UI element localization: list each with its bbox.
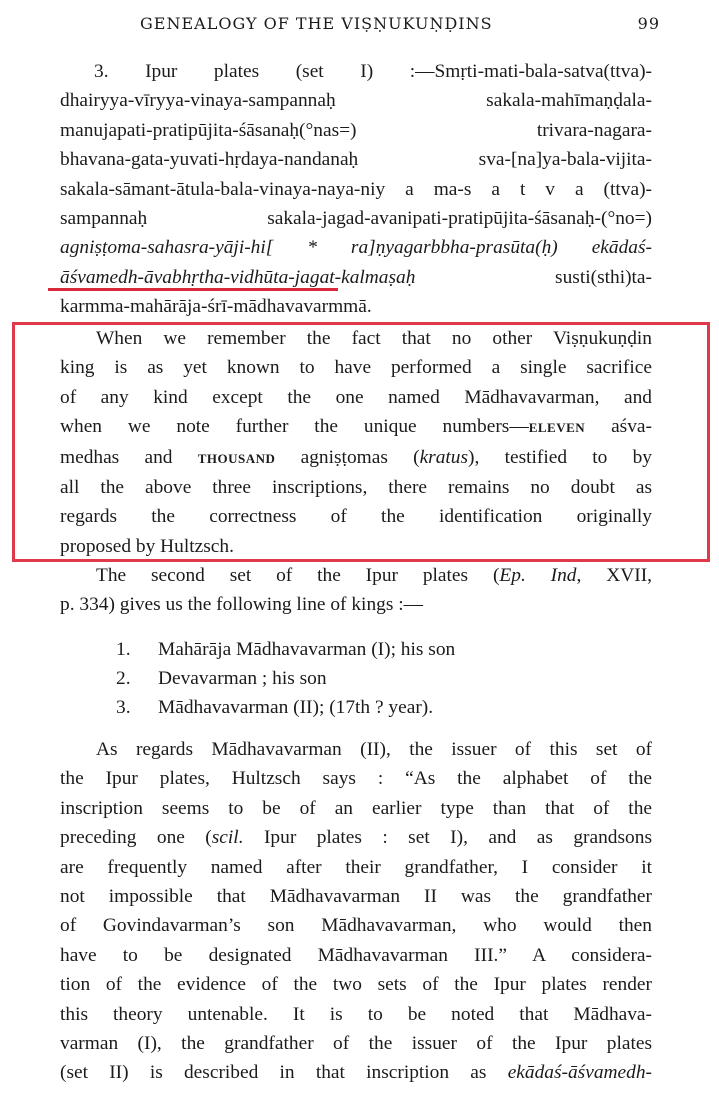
text-line: karmma-mahārāja-śrī-mādhavavarmmā. — [60, 296, 372, 318]
list-number: 1. — [116, 639, 131, 660]
italic-phrase: Ep. Ind — [499, 565, 577, 586]
text-line: manujapati-pratipūjita-śāsanaḥ(°nas=) trivara-nagara- — [60, 119, 652, 141]
text-line: p. 334) gives us the following line of kings :— — [60, 594, 424, 616]
text-phrase: medhas and — [60, 446, 198, 468]
paragraph-second-set — [60, 561, 652, 620]
paragraph-ipur-plates-set-1 — [60, 57, 652, 322]
list-text: Mahārāja Mādhavavarman (I); his son — [158, 639, 456, 660]
text-phrase: when we note further the unique numbers— — [60, 416, 529, 438]
text-line: As regards Mādhavavarman (II), the issuer of this set of — [96, 739, 652, 760]
text-line: 3. Ipur plates (set I) :—Smṛti-mati-bala-satva(ttva)- — [94, 61, 652, 82]
text-line: regards the correctness of the identification originally — [60, 506, 652, 528]
text-line: the Ipur plates, Hultzsch says : “As the alphabet of the — [60, 768, 652, 790]
text-line: bhavana-gata-yuvati-hṛdaya-nandanaḥ sva-[na]ya-bala-vijita- — [60, 149, 652, 171]
text-line: When we remember the fact that no other Viṣṇukuṇḍin — [96, 328, 652, 349]
text-phrase: ), testified to by — [468, 446, 652, 468]
text-phrase: aśva- — [585, 416, 652, 438]
paragraph-madhavavarman-ii — [60, 735, 652, 1088]
italic-phrase: scil. — [211, 827, 244, 849]
text-line-italic: agniṣṭoma-sahasra-yāji-hi[ * ra]ṇyagarbbha-prasūta(ḥ) ekādaś- — [60, 237, 652, 259]
header-title: GENEALOGY OF THE VIṢṆUKUṆḌINS — [140, 14, 493, 33]
italic-phrase: kratus — [419, 446, 469, 468]
text-line: are frequently named after their grandfather, I consider it — [60, 856, 652, 878]
text-phrase: , XVII, — [576, 565, 652, 586]
text-line: king is as yet known to have performed a single sacrifice — [60, 357, 652, 379]
list-item — [116, 664, 455, 693]
smallcaps-phrase: ELEVEN — [528, 420, 586, 436]
text-line: of Govindavarman’s son Mādhavavarman, who would then — [60, 915, 652, 937]
text-line-mixed — [60, 561, 652, 590]
text-phrase: agniṣṭomas ( — [275, 446, 420, 468]
list-item — [116, 635, 455, 664]
list-number: 2. — [116, 668, 131, 689]
text-line-mixed — [60, 823, 652, 852]
text-phrase: The second set of the Ipur plates ( — [96, 565, 500, 586]
text-phrase: (set II) is described in that inscription as — [60, 1062, 508, 1084]
text-phrase: susti(sthi)ta- — [555, 266, 652, 288]
page-number: 99 — [637, 14, 660, 33]
text-line: not impossible that Mādhavavarman II was the grandfather — [60, 886, 652, 908]
list-text: Mādhavavarman (II); (17th ? year). — [158, 697, 434, 718]
text-phrase: Ipur plates : set I), and as grandsons — [243, 827, 652, 849]
list-item — [116, 693, 455, 722]
list-number: 3. — [116, 697, 131, 718]
smallcaps-phrase: THOUSAND — [197, 450, 276, 466]
text-line: all the above three inscriptions, there remains no doubt as — [60, 477, 652, 499]
list-text: Devavarman ; his son — [158, 668, 327, 689]
text-line: inscription seems to be of an earlier type than that of the — [60, 797, 652, 819]
text-line: dhairyya-vīryya-vinaya-sampannaḥ sakala-mahīmaṇḍala- — [60, 90, 652, 112]
text-line: proposed by Hultzsch. — [60, 535, 234, 557]
king-list — [116, 635, 455, 722]
running-header — [140, 14, 660, 33]
text-line: have to be designated Mādhavavarman III.” A considera- — [60, 944, 652, 966]
text-line: tion of the evidence of the two sets of the Ipur plates render — [60, 974, 652, 996]
italic-phrase: ekādaś-āśvamedh- — [507, 1062, 652, 1084]
red-highlight-box-annotation — [12, 322, 710, 562]
text-line: sampannaḥ sakala-jagad-avanipati-pratipūjita-śāsanaḥ-(°no=) — [60, 208, 652, 230]
text-line: varman (I), the grandfather of the issuer of the Ipur plates — [60, 1033, 652, 1055]
italic-phrase: āśvamedh-āvabhṛtha-vidhūta-jagat-kalmaṣaḥ — [60, 266, 416, 288]
text-line: this theory untenable. It is to be noted that Mādhava- — [60, 1003, 652, 1025]
text-line-mixed — [60, 1058, 652, 1087]
text-line: sakala-sāmant-ātula-bala-vinaya-naya-niy a ma-s a t v a (ttva)- — [60, 178, 652, 200]
text-phrase: preceding one ( — [60, 827, 212, 849]
red-underline-annotation — [48, 288, 338, 291]
text-line: of any kind except the one named Mādhavavarman, and — [60, 386, 652, 408]
